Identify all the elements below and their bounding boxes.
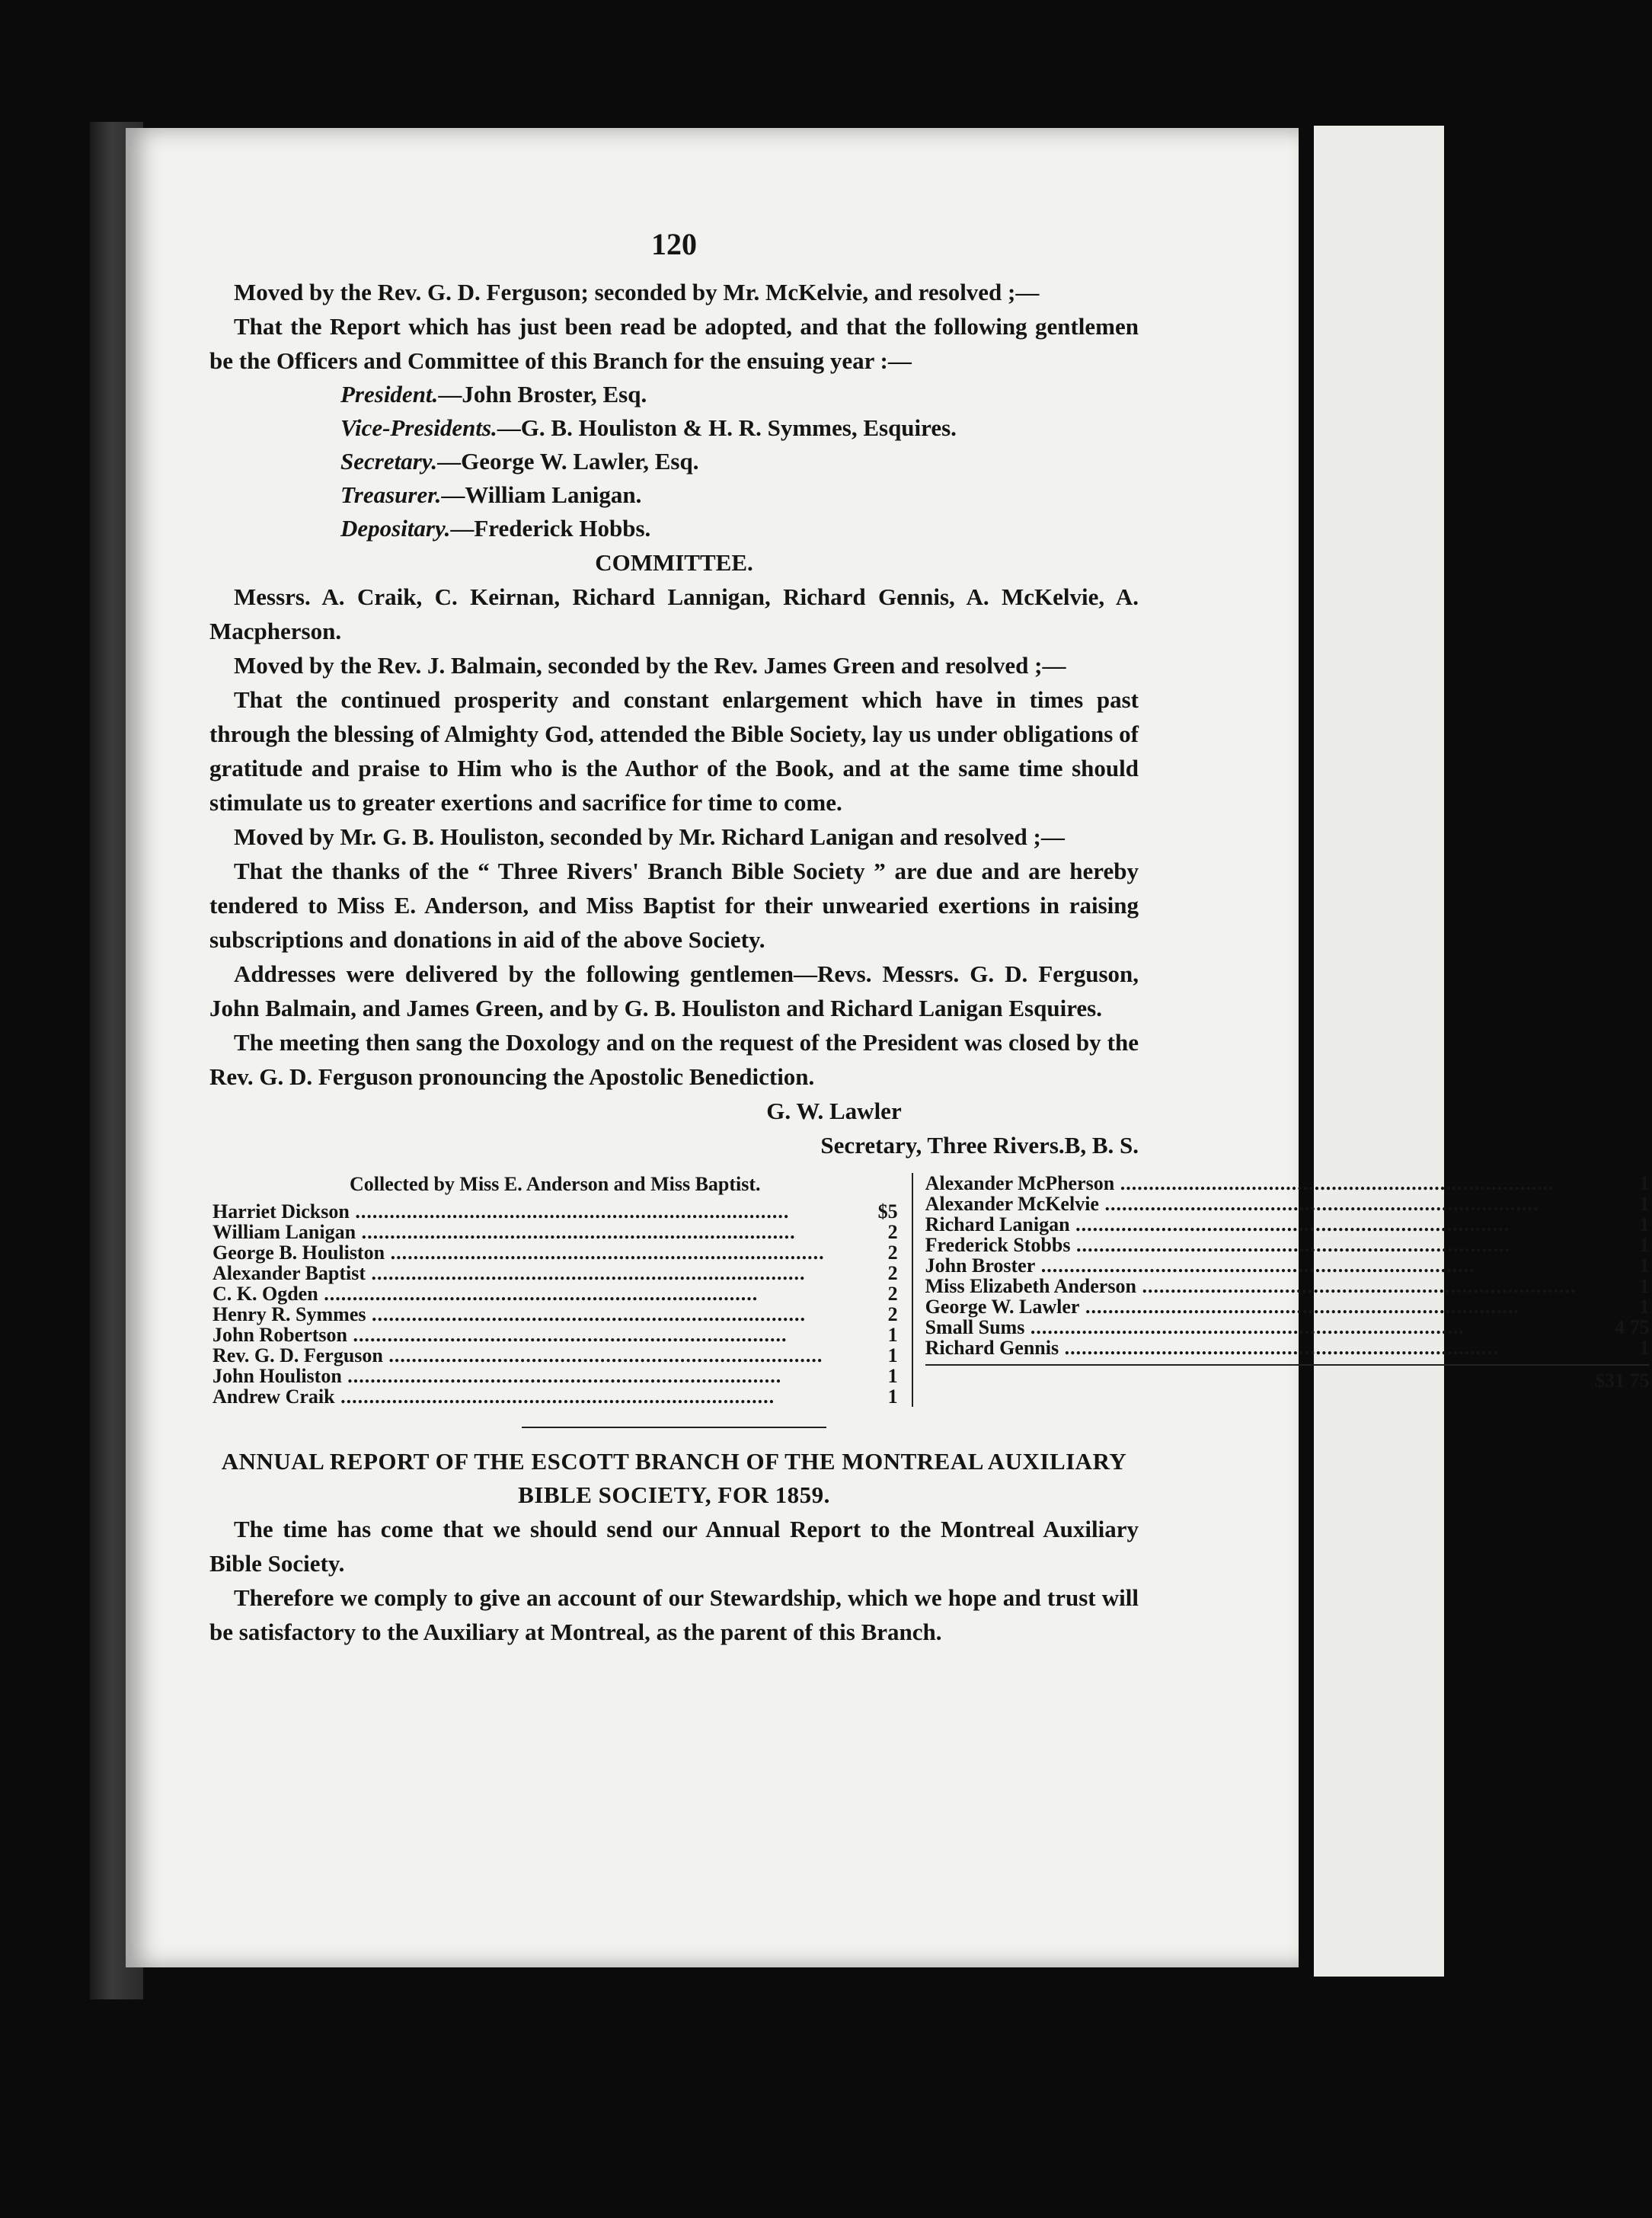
contribution-amount: 1 bbox=[1639, 1337, 1650, 1359]
paragraph-motion-2: Moved by the Rev. J. Balmain, seconded by the Rev. James Green and resolved ;— bbox=[234, 652, 1066, 679]
collection-row bbox=[925, 1276, 1650, 1296]
collection-row bbox=[925, 1296, 1650, 1317]
officer-role: Secretary. bbox=[340, 448, 438, 475]
contributor-name: Andrew Craik ..... bbox=[212, 1386, 825, 1407]
collection-row bbox=[212, 1263, 898, 1283]
officer-name: —William Lanigan. bbox=[441, 481, 642, 508]
collection-total: $31 75 bbox=[925, 1364, 1650, 1391]
officer-role: Vice-Presidents. bbox=[340, 414, 497, 441]
contribution-amount: 1 bbox=[887, 1344, 898, 1366]
page-number: 120 bbox=[651, 227, 697, 261]
collection-row bbox=[212, 1283, 898, 1304]
officers-list bbox=[340, 378, 1139, 545]
officer-role: Treasurer. bbox=[340, 481, 442, 508]
officer-treasurer bbox=[340, 478, 1139, 512]
contributor-name: William Lanigan ..... bbox=[212, 1222, 825, 1242]
paragraph-motion-3: Moved by Mr. G. B. Houliston, seconded by Mr. Richard Lanigan and resolved ;— bbox=[234, 823, 1065, 850]
collection-row bbox=[925, 1214, 1650, 1235]
collection-row bbox=[212, 1201, 898, 1222]
contributor-name: Richard Gennis ..... bbox=[925, 1338, 1577, 1358]
contributor-name: George W. Lawler ..... bbox=[925, 1296, 1577, 1317]
officer-name: —George W. Lawler, Esq. bbox=[437, 448, 699, 475]
paragraph-report-2: Therefore we comply to give an account of our Stewardship, which we hope and trust will be satisfactory to the Auxiliary at Montreal, as the parent of this Branch. bbox=[209, 1584, 1139, 1645]
collection-row bbox=[212, 1222, 898, 1242]
contribution-amount: 1 bbox=[1639, 1296, 1650, 1318]
contribution-amount: 2 bbox=[887, 1262, 898, 1284]
contributor-name: Miss Elizabeth Anderson ..... bbox=[925, 1276, 1577, 1296]
contribution-amount: 1 bbox=[1639, 1254, 1650, 1277]
contributor-name: Rev. G. D. Ferguson ..... bbox=[212, 1345, 825, 1366]
collection-row bbox=[212, 1325, 898, 1345]
committee-members: Messrs. A. Craik, C. Keirnan, Richard Lannigan, Richard Gennis, A. McKelvie, A. Macpherson. bbox=[209, 583, 1139, 644]
collection-row bbox=[212, 1304, 898, 1325]
contributor-name: Alexander Baptist ..... bbox=[212, 1263, 825, 1283]
contribution-amount: 1 bbox=[1639, 1172, 1650, 1194]
officer-name: —Frederick Hobbs. bbox=[450, 515, 651, 542]
signature-title: Secretary, Three Rivers.B, B. S. bbox=[820, 1132, 1139, 1159]
contributor-name: Alexander McPherson ..... bbox=[925, 1173, 1577, 1194]
contribution-amount: 2 bbox=[887, 1221, 898, 1243]
contribution-amount: 1 bbox=[1639, 1234, 1650, 1256]
officer-president bbox=[340, 378, 1139, 411]
collection-row bbox=[925, 1255, 1650, 1276]
paragraph-resolution-2: That the continued prosperity and constant enlargement which have in times past through the blessing of Almighty God, attended the Bible Society, lay us under obligations of gratitude and praise to Him who is the Author of the Book, and at the same time should stimulate us to greater exertions and sacrifice for time to come. bbox=[209, 686, 1139, 816]
contribution-amount: 2 bbox=[887, 1283, 898, 1305]
contributor-name: Alexander McKelvie ..... bbox=[925, 1194, 1577, 1214]
collection-table bbox=[209, 1172, 1650, 1408]
contribution-amount: 1 bbox=[1639, 1193, 1650, 1215]
collection-row bbox=[212, 1242, 898, 1263]
officer-vice-presidents bbox=[340, 411, 1139, 445]
collection-row bbox=[925, 1194, 1650, 1214]
paragraph-motion-1: Moved by the Rev. G. D. Ferguson; seconded by Mr. McKelvie, and resolved ;— bbox=[234, 279, 1040, 305]
contributor-name: John Robertson ..... bbox=[212, 1325, 825, 1345]
collection-row bbox=[212, 1345, 898, 1366]
collection-right-column bbox=[913, 1173, 1652, 1407]
contribution-amount: 2 bbox=[887, 1303, 898, 1325]
page-content bbox=[209, 227, 1650, 1649]
contribution-amount: 4 75 bbox=[1614, 1316, 1650, 1338]
contribution-amount: 1 bbox=[1639, 1275, 1650, 1297]
collection-row bbox=[925, 1338, 1650, 1358]
collection-row bbox=[925, 1317, 1650, 1338]
contributor-name: Henry R. Symmes ..... bbox=[212, 1304, 825, 1325]
officer-role: Depositary. bbox=[340, 515, 451, 542]
officer-secretary bbox=[340, 445, 1139, 478]
collection-row bbox=[212, 1366, 898, 1386]
paragraph-addresses: Addresses were delivered by the following gentlemen—Revs. Messrs. G. D. Ferguson, John Balmain, and James Green, and by G. B. Houliston and Richard Lanigan Esquires. bbox=[209, 960, 1139, 1021]
contribution-amount: 1 bbox=[887, 1365, 898, 1387]
collection-left-column bbox=[209, 1173, 913, 1407]
document-page bbox=[126, 128, 1650, 1967]
report-heading: ANNUAL REPORT OF THE ESCOTT BRANCH OF THE MONTREAL AUXILIARY BIBLE SOCIETY, FOR 1859. bbox=[221, 1448, 1127, 1508]
paragraph-resolution-1: That the Report which has just been read be adopted, and that the following gentlemen be the Officers and Committee of this Branch for the ensuing year :— bbox=[209, 313, 1139, 374]
contribution-amount: 2 bbox=[887, 1242, 898, 1264]
officer-name: —John Broster, Esq. bbox=[438, 381, 647, 407]
committee-heading: COMMITTEE. bbox=[595, 549, 753, 576]
contributor-name: John Houliston ..... bbox=[212, 1366, 825, 1386]
contributor-name: George B. Houliston ..... bbox=[212, 1242, 825, 1263]
section-divider bbox=[522, 1427, 826, 1428]
paragraph-closing: The meeting then sang the Doxology and on the request of the President was closed by the Rev. G. D. Ferguson pronouncing the Apostolic Benediction. bbox=[209, 1029, 1139, 1090]
contributor-name: Small Sums ..... bbox=[925, 1317, 1577, 1338]
contributor-name: Richard Lanigan ..... bbox=[925, 1214, 1577, 1235]
officer-role: President. bbox=[340, 381, 439, 407]
paragraph-report-1: The time has come that we should send our Annual Report to the Montreal Auxiliary Bible Society. bbox=[209, 1516, 1139, 1577]
contribution-amount: 1 bbox=[1639, 1213, 1650, 1235]
contribution-amount: $5 bbox=[877, 1200, 898, 1222]
paragraph-resolution-3: That the thanks of the “ Three Rivers' Branch Bible Society ” are due and are hereby tendered to Miss E. Anderson, and Miss Baptist for their unwearied exertions in raising subscriptions and donations in aid of the above Society. bbox=[209, 858, 1139, 953]
collection-header: Collected by Miss E. Anderson and Miss Baptist. bbox=[349, 1173, 761, 1195]
contributor-name: John Broster ..... bbox=[925, 1255, 1577, 1276]
contributor-name: Harriet Dickson ..... bbox=[212, 1201, 825, 1222]
contribution-amount: 1 bbox=[887, 1324, 898, 1346]
collection-row bbox=[925, 1173, 1650, 1194]
contribution-amount: 1 bbox=[887, 1385, 898, 1408]
facing-page bbox=[1314, 126, 1444, 1977]
signature-name: G. W. Lawler bbox=[766, 1098, 902, 1124]
contributor-name: Frederick Stobbs ..... bbox=[925, 1235, 1577, 1255]
collection-row bbox=[212, 1386, 898, 1407]
officer-depositary bbox=[340, 512, 1139, 545]
officer-name: —G. B. Houliston & H. R. Symmes, Esquires. bbox=[497, 414, 957, 441]
contributor-name: C. K. Ogden ..... bbox=[212, 1283, 825, 1304]
collection-row bbox=[925, 1235, 1650, 1255]
